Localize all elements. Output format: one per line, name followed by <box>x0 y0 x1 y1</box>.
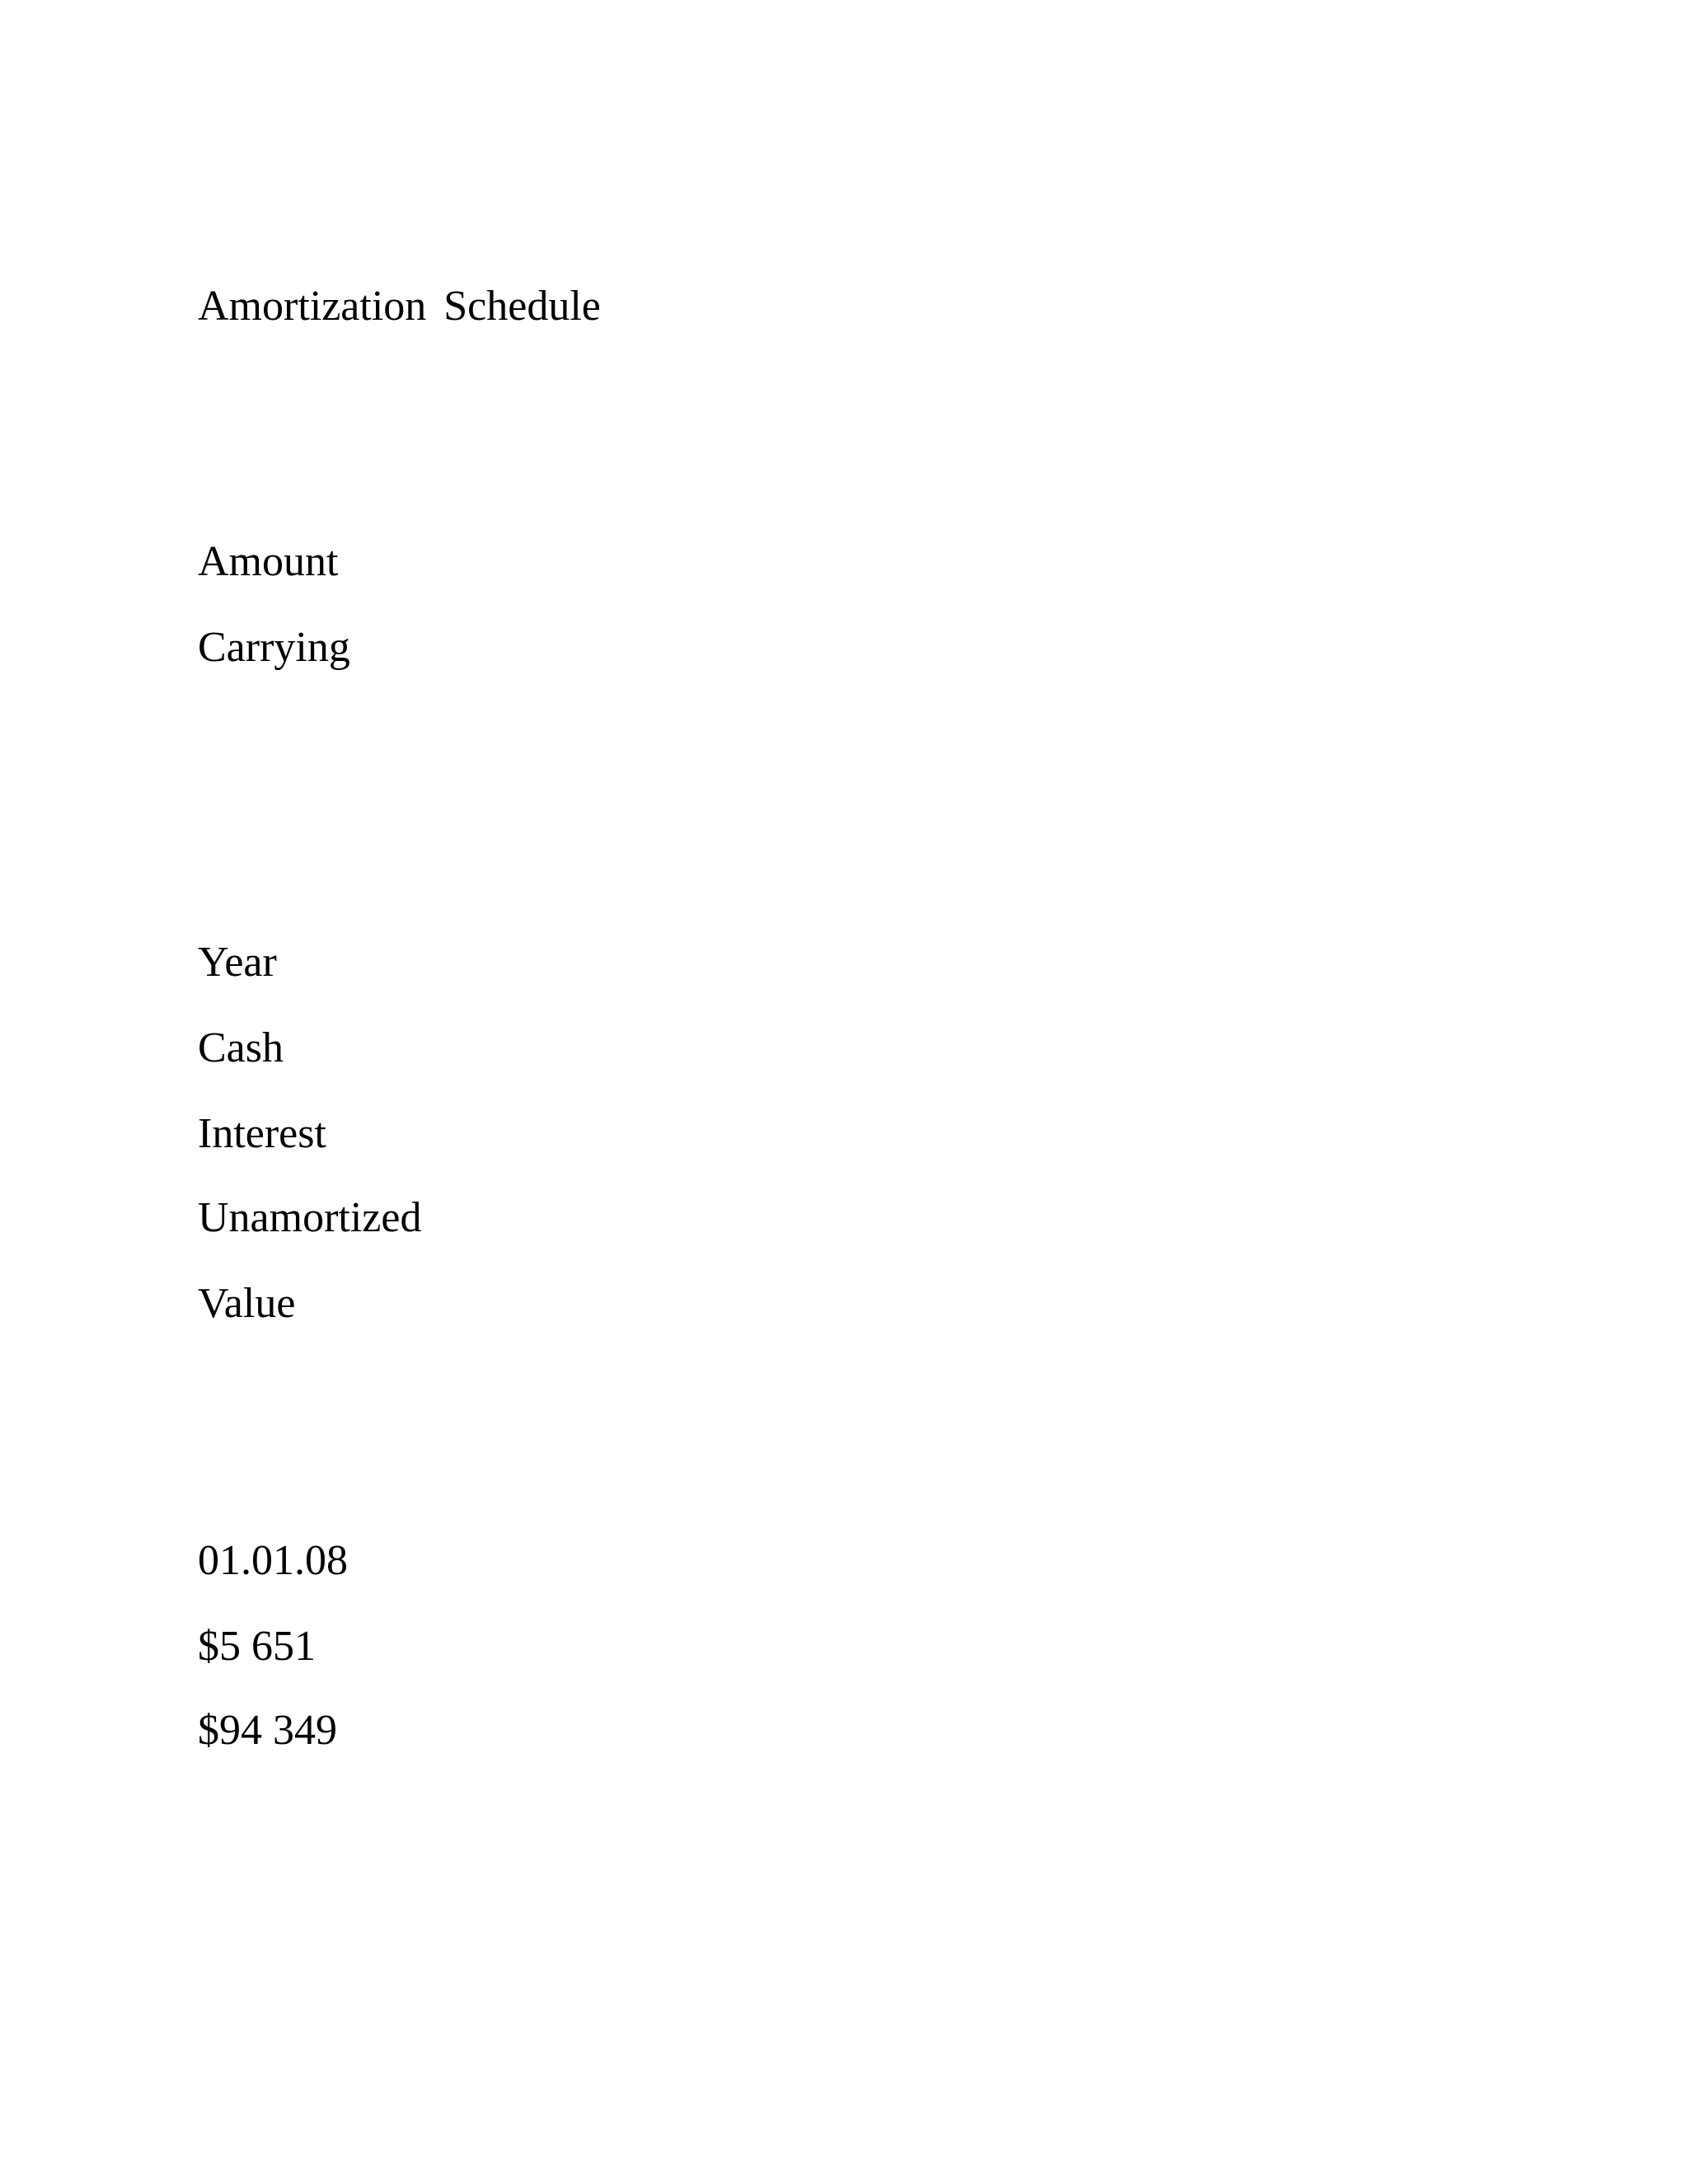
row-date: 01.01.08 <box>198 1537 348 1584</box>
header-label-amount: Amount <box>198 538 339 585</box>
header-label-carrying: Carrying <box>198 624 350 671</box>
header-label-interest: Interest <box>198 1110 326 1157</box>
header-label-unamortized: Unamortized <box>198 1194 422 1241</box>
header-label-year: Year <box>198 939 277 986</box>
row-unamortized-amount: $5 651 <box>198 1623 316 1670</box>
page-title: Amortization Schedule <box>198 283 601 330</box>
header-label-value: Value <box>198 1280 296 1327</box>
row-carrying-value: $94 349 <box>198 1707 337 1754</box>
header-label-cash: Cash <box>198 1024 284 1071</box>
